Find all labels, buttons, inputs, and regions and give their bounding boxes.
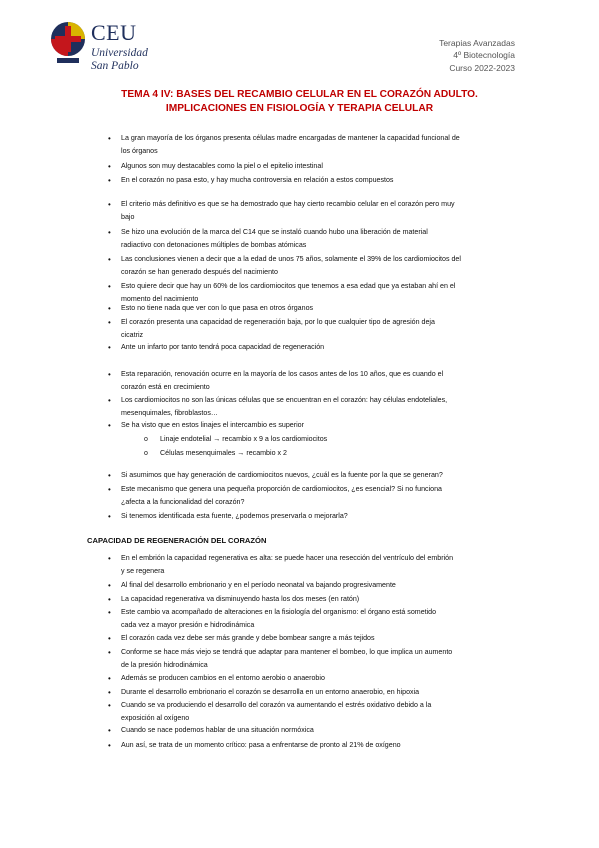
list-item-line: • El corazón presenta una capacidad de regeneración baja, por lo que cualquier tipo de agresión deja — [121, 318, 435, 326]
list-item-line: exposición al oxígeno — [121, 714, 190, 723]
list-item-line: • Además se producen cambios en el entorno aerobio o anaerobio — [121, 674, 325, 682]
list-item — [121, 394, 521, 420]
list-item — [121, 198, 521, 224]
list-item-line: bajo — [121, 213, 135, 222]
logo-line-2: San Pablo — [91, 60, 139, 72]
list-item — [121, 174, 521, 187]
list-item — [121, 160, 521, 173]
list-item — [121, 132, 521, 158]
list-item-line: • Esto no tiene nada que ver con lo que pasa en otros órganos — [121, 304, 314, 312]
logo-brand: CEU — [91, 20, 137, 45]
list-item — [121, 724, 521, 737]
list-item-line: • Se hizo una evolución de la marca del C14 que se instaló cuando hubo una liberación de material — [121, 228, 428, 236]
list-item-line: • Conforme se hace más viejo se tendrá que adaptar para mantener el bombeo, lo que implica un aumento — [121, 648, 453, 656]
list-item — [121, 368, 521, 394]
list-item-line: corazón se han generado después del nacimiento — [121, 268, 278, 277]
list-item-line: de la presión hidrodinámica — [121, 661, 208, 670]
list-item — [121, 510, 521, 523]
list-item — [121, 469, 521, 482]
list-item-line: • Cuando se va produciendo el desarrollo del corazón va aumentando el estrés oxidativo debido a la — [121, 701, 432, 709]
list-item-line: • En el embrión la capacidad regenerativa es alta: se puede hacer una resección del ventrículo del embrión — [121, 554, 454, 562]
list-item — [121, 699, 521, 725]
list-item-line: • Esto quiere decir que hay un 60% de los cardiomiocitos que tenemos a esa edad que ya estaban ahí en el — [121, 282, 456, 290]
list-item — [121, 253, 521, 279]
list-item-line: • Si asumimos que hay generación de cardiomiocitos nuevos, ¿cuál es la fuente por la que se generan? — [121, 471, 443, 479]
list-item-line: ¿afecta a la funcionalidad del corazón? — [121, 498, 245, 507]
list-item-line: • Esta reparación, renovación ocurre en la mayoría de los casos antes de los 10 años, que es cuando el — [121, 370, 444, 378]
list-item-line: cicatriz — [121, 331, 144, 340]
list-item — [121, 341, 521, 354]
title-line-2: IMPLICACIONES EN FISIOLOGÍA Y TERAPIA CELULAR — [165, 103, 434, 114]
list-item — [121, 632, 521, 645]
ceu-shield-icon — [49, 20, 87, 66]
list-item-line: • Los cardiomiocitos no son las únicas células que se encuentran en el corazón: hay células endoteliales, — [121, 396, 448, 404]
list-item-line: • Cuando se nace podemos hablar de una situación normóxica — [121, 726, 314, 734]
list-item — [121, 419, 521, 432]
list-item — [121, 316, 521, 342]
sub-list-item: o Linaje endotelial → recambio x 9 a los cardiomiocitos — [160, 433, 327, 446]
list-item-line: radiactivo con detonaciones múltiples de bombas atómicas — [121, 241, 307, 250]
list-item-line: • El criterio más definitivo es que se ha demostrado que hay cierto recambio celular en el corazón pero muy — [121, 200, 455, 208]
list-item — [121, 686, 521, 699]
course-subject: Terapias Avanzadas — [439, 38, 515, 48]
list-item-line: • La gran mayoría de los órganos presenta células madre encargadas de mantener la capacidad funcional de — [121, 134, 460, 142]
list-item — [121, 646, 521, 672]
list-item-line: corazón está en crecimiento — [121, 383, 210, 392]
list-item-line: • Al final del desarrollo embrionario y en el período neonatal va bajando progresivamente — [121, 581, 396, 589]
list-item-line: cada vez a mayor presión e hidrodinámica — [121, 621, 255, 630]
logo-line-1: Universidad — [91, 47, 148, 59]
list-item — [121, 483, 521, 509]
list-item-line: • El corazón cada vez debe ser más grande y debe bombear sangre a más tejidos — [121, 634, 375, 642]
list-item — [121, 672, 521, 685]
sub-list-item: o Células mesenquimales → recambio x 2 — [160, 447, 287, 460]
list-item-line: • Durante el desarrollo embrionario el corazón se desarrolla en un entorno anaerobio, en hipoxia — [121, 688, 420, 696]
list-item-line: • Algunos son muy destacables como la piel o el epitelio intestinal — [121, 162, 323, 170]
list-item-line: momento del nacimiento — [121, 295, 199, 304]
list-item — [121, 606, 521, 632]
list-item — [121, 739, 521, 752]
list-item — [121, 552, 521, 578]
list-item-line: • Este mecanismo que genera una pequeña proporción de cardiomiocitos, ¿es esencial? Si no funciona — [121, 485, 442, 493]
title-line-1: TEMA 4 IV: BASES DEL RECAMBIO CELULAR EN EL CORAZÓN ADULTO. — [121, 89, 478, 100]
list-item-line: • Aun así, se trata de un momento crítico: pasa a enfrentarse de pronto al 21% de oxígeno — [121, 741, 401, 749]
list-item-line: • Se ha visto que en estos linajes el intercambio es superior — [121, 421, 304, 429]
section-heading: CAPACIDAD DE REGENERACIÓN DEL CORAZÓN — [87, 536, 267, 545]
list-item-line: • Si tenemos identificada esta fuente, ¿podemos preservarla o mejorarla? — [121, 512, 348, 520]
list-item-line: mesenquimales, fibroblastos… — [121, 409, 218, 418]
list-item — [121, 302, 521, 315]
course-degree: 4º Biotecnología — [453, 50, 515, 61]
course-info — [439, 37, 515, 74]
list-item-line: • La capacidad regenerativa va disminuyendo hasta los dos meses (en ratón) — [121, 595, 360, 603]
list-item — [121, 579, 521, 592]
list-item-line: y se regenera — [121, 567, 165, 576]
list-item-line: los órganos — [121, 147, 158, 156]
ceu-logo — [49, 20, 159, 74]
list-item — [121, 593, 521, 606]
list-item — [121, 226, 521, 252]
course-year: Curso 2022-2023 — [449, 62, 515, 73]
list-item-line: • Las conclusiones vienen a decir que a la edad de unos 75 años, solamente el 39% de los cardiomiocitos del — [121, 255, 461, 263]
list-item-line: • En el corazón no pasa esto, y hay mucha controversia en relación a estos compuestos — [121, 176, 394, 184]
page-title — [60, 88, 539, 116]
list-item-line: • Este cambio va acompañado de alteraciones en la fisiología del organismo: el órgano está sometido — [121, 608, 437, 616]
list-item-line: • Ante un infarto por tanto tendrá poca capacidad de regeneración — [121, 343, 325, 351]
